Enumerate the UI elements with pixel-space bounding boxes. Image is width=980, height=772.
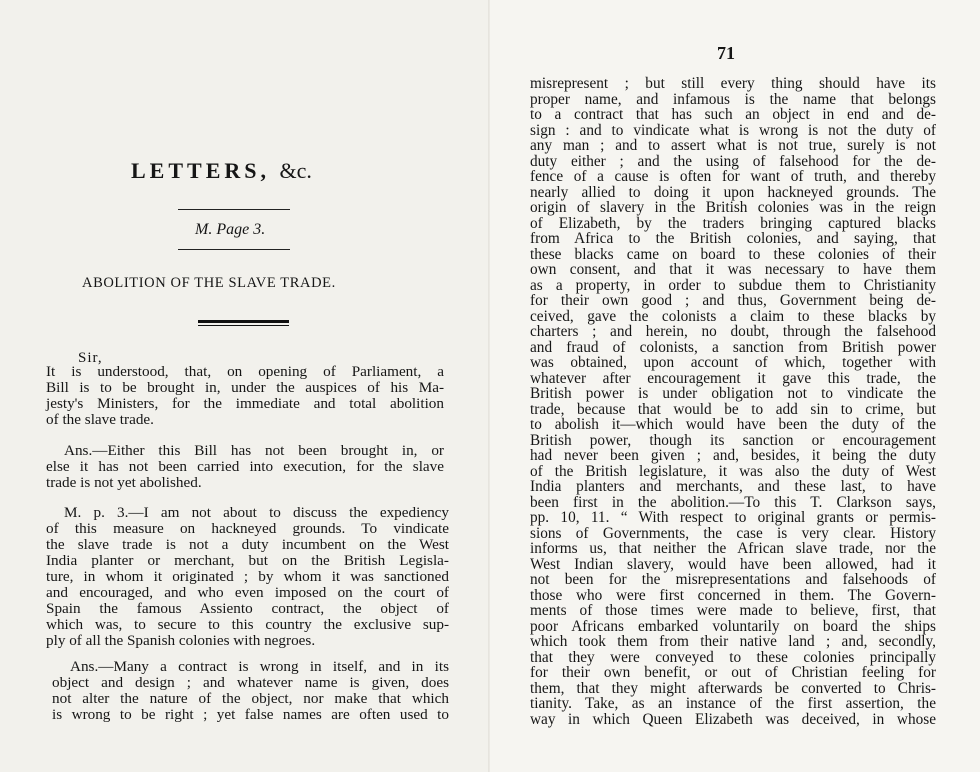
paragraph-1 (46, 364, 444, 428)
right-column-text (530, 76, 936, 727)
text-line: proper name, and infamous is the name that belongs (530, 90, 936, 108)
double-rule-thin (198, 325, 289, 326)
paragraph-2 (46, 443, 444, 491)
text-line: Ans.—Many a contract is wrong in itself, and in its (70, 658, 449, 675)
text-line: trade, because that would be to add sin to crime, but (530, 400, 936, 418)
text-line: for their own good ; and thus, Government being de- (530, 292, 936, 309)
text-line: pp. 10, 11. “ With respect to original grants or permis- (530, 509, 936, 526)
text-line: India planter or merchant, but on the British Legisla- (46, 552, 449, 569)
text-line: It is understood, that, on opening of Parliament, a (46, 363, 444, 380)
text-line: British power is under obligation not to vindicate the (530, 385, 936, 402)
text-line: India planters and merchants, and these last, to have (530, 478, 936, 495)
text-line: misrepresent ; but still every thing should have its (530, 75, 936, 92)
text-line: whatever after encouragement it gave this trade, the (530, 369, 936, 387)
text-line: ture, in whom it originated ; by whom it was sanctioned (46, 568, 449, 585)
text-line: Bill is to be brought in, under the auspices of his Ma- (46, 379, 444, 396)
text-line: those who were first concerned in them. The Govern- (530, 586, 936, 604)
text-line: fence of a cause is often for want of truth, and thereby (530, 168, 936, 185)
text-line: charters ; and herein, no doubt, through the falsehood (530, 323, 936, 340)
text-line: own consent, and that it was necessary to have them (530, 261, 936, 278)
text-line: the slave trade is not a duty incumbent on the West (46, 536, 449, 553)
double-rule-thick (198, 320, 289, 323)
text-line: Spain the famous Assiento contract, the object of (46, 600, 449, 617)
text-line: of the slave trade. (46, 411, 154, 428)
text-line: which was, to secure to this country the exclusive sup- (46, 616, 449, 633)
text-line: sign : and to vindicate what is wrong is not the duty of (530, 121, 936, 139)
text-line: to a contract that has such an object in end and de- (530, 106, 936, 123)
text-line: of Elizabeth, by the traders bringing captured blacks (530, 214, 936, 232)
text-line: had never been given ; and, besides, it being the duty (530, 447, 936, 464)
text-line: jesty's Ministers, for the immediate and total abolition (46, 395, 444, 412)
text-line: not been for the misrepresentations and falsehoods of (530, 571, 936, 588)
text-line: way in which Queen Elizabeth was deceived, in whose (530, 710, 936, 728)
text-line: tianity. Take, as an instance of the first assertion, the (530, 695, 936, 712)
text-line: them, that they might afterwards be converted to Chris- (530, 679, 936, 697)
text-line: trade is not yet abolished. (46, 474, 202, 491)
text-line: of the British legislature, it was also the duty of West (530, 462, 936, 480)
salutation: Sir, (78, 350, 103, 366)
text-line: for their own benefit, or out of Christian feeling for (530, 664, 936, 681)
text-line: that they were conveyed to these colonies principally (530, 648, 936, 666)
text-line: from Africa to the British colonies, and saying, that (530, 230, 936, 247)
text-line: and encouraged, and who even imposed on the court of (46, 584, 449, 601)
paragraph-3 (46, 505, 449, 649)
text-line: British power, though its sanction or encouragement (530, 431, 936, 449)
text-line: ments of those times were made to believe, first, that (530, 602, 936, 619)
text-line: object and design ; and whatever name is given, does (52, 674, 449, 691)
text-line: as a property, in order to subdue them to Christianity (530, 276, 936, 294)
title-rule (178, 209, 290, 210)
text-line: Ans.—Either this Bill has not been brought in, or (64, 442, 444, 459)
text-line: poor Africans embarked voluntarily on board the ships (530, 617, 936, 635)
text-line: and fraud of colonists, a sanction from British power (530, 338, 936, 356)
text-line: these blacks came on board to these colonies of their (530, 245, 936, 263)
title-main: LETTERS, (131, 158, 270, 183)
text-line: origin of slavery in the British colonies was in the reign (530, 199, 936, 216)
text-line: not alter the nature of the object, nor make that which (52, 690, 449, 707)
text-line: informs us, that neither the African slave trade, nor the (530, 540, 936, 557)
text-line: been first in the abolition.—To this T. Clarkson says, (530, 493, 936, 511)
page-reference: M. Page 3. (195, 221, 266, 238)
text-line: which took them from their native land ; and, secondly, (530, 633, 936, 650)
reference-rule (178, 249, 290, 250)
section-title (131, 158, 312, 184)
text-line: of this measure on hackneyed grounds. To vindicate (46, 520, 449, 537)
text-line: nearly allied to doing it upon hackneyed grounds. The (530, 183, 936, 201)
right-page (490, 0, 980, 772)
text-line: to abolish it—which would have been the duty of the (530, 416, 936, 433)
text-line: ply of all the Spanish colonies with negroes. (46, 632, 316, 649)
section-heading: ABOLITION OF THE SLAVE TRADE. (82, 275, 336, 291)
text-line: is wrong to be right ; yet false names are often used to (52, 706, 449, 723)
text-line: M. p. 3.—I am not about to discuss the expediency (64, 504, 449, 521)
text-line: ceived, gave the colonists a claim to these blacks by (530, 307, 936, 325)
page-number: 71 (717, 43, 735, 63)
title-etc: &c. (279, 158, 312, 183)
text-line: West Indian slavery, would have been allowed, had it (530, 555, 936, 573)
paragraph-4 (52, 659, 449, 723)
text-line: duty either ; and the using of falsehood for the de- (530, 152, 936, 170)
text-line: sions of Governments, the case is very clear. History (530, 524, 936, 542)
text-line: was obtained, upon account of which, together with (530, 354, 936, 371)
text-line: any man ; and to assert what is not true, surely is not (530, 137, 936, 154)
text-line: else it has not been carried into execution, for the slave (46, 458, 444, 475)
